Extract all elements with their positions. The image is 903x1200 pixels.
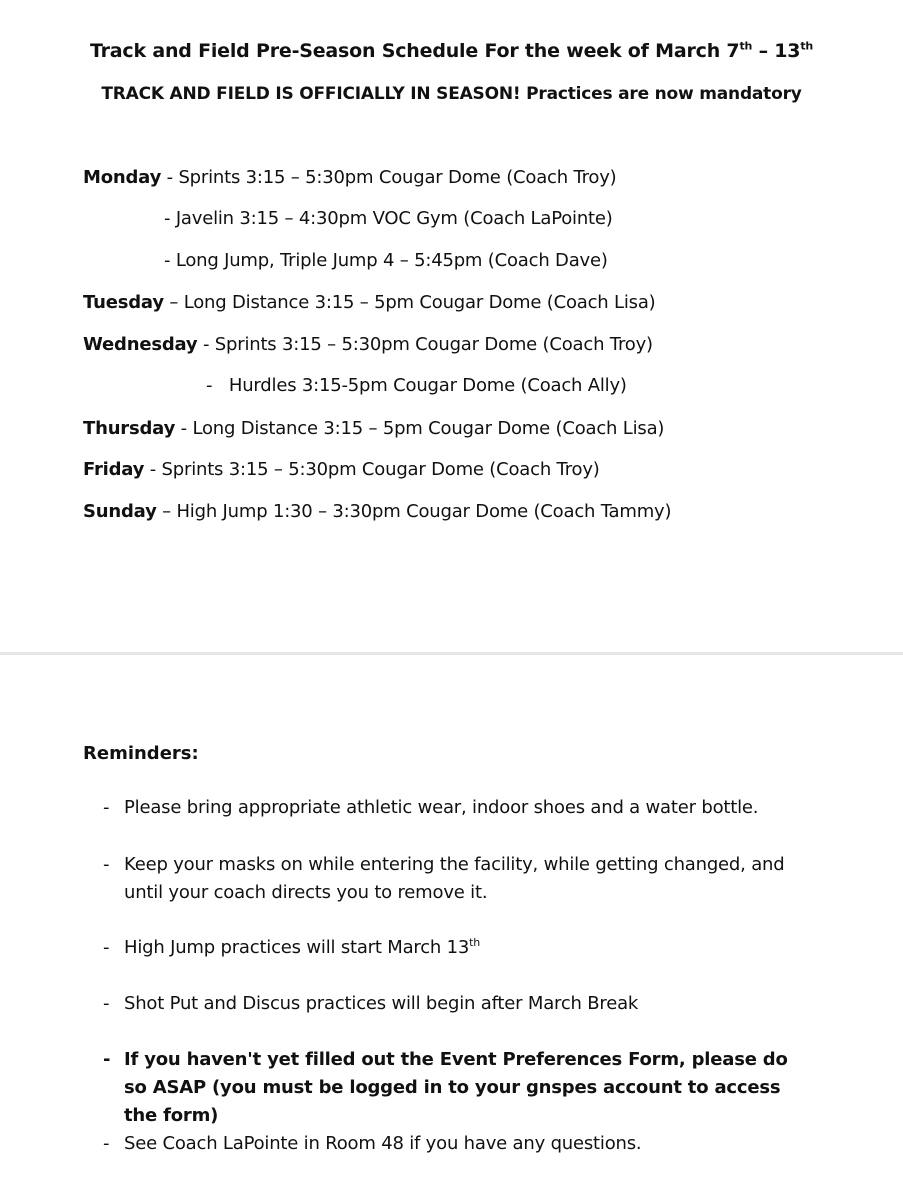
schedule-line-javelin <box>164 208 613 229</box>
bullet-dash: - <box>103 1049 111 1070</box>
schedule-line-jumps <box>164 250 608 271</box>
schedule-detail: – High Jump 1:30 – 3:30pm Cougar Dome (Coach Tammy) <box>156 501 672 522</box>
schedule-line-thursday <box>83 418 664 439</box>
title-superscript-end: th <box>800 39 814 53</box>
schedule-detail: – Long Distance 3:15 – 5pm Cougar Dome (Coach Lisa) <box>163 292 656 313</box>
schedule-line-hurdles <box>206 375 627 396</box>
bullet-dash: - <box>103 993 110 1014</box>
page-divider <box>0 652 903 655</box>
schedule-day: Monday <box>83 167 162 188</box>
schedule-detail: - Sprints 3:15 – 5:30pm Cougar Dome (Coach Troy) <box>161 167 617 188</box>
schedule-line-monday <box>83 167 617 188</box>
bullet-dash: - <box>103 797 110 818</box>
schedule-day: Thursday <box>83 418 176 439</box>
schedule-detail: - Hurdles 3:15-5pm Cougar Dome (Coach Ally) <box>206 375 627 396</box>
schedule-detail: - Sprints 3:15 – 5:30pm Cougar Dome (Coach Troy) <box>144 459 600 480</box>
reminder-item: Please bring appropriate athletic wear, indoor shoes and a water bottle. <box>124 797 759 818</box>
bullet-dash: - <box>103 937 110 958</box>
title-superscript-start: th <box>739 39 753 53</box>
schedule-detail: - Sprints 3:15 – 5:30pm Cougar Dome (Coach Troy) <box>197 334 653 355</box>
schedule-detail: - Javelin 3:15 – 4:30pm VOC Gym (Coach LaPointe) <box>164 208 613 229</box>
reminder-text: High Jump practices will start March 13 <box>124 937 470 958</box>
reminder-item: See Coach LaPointe in Room 48 if you have any questions. <box>124 1133 642 1154</box>
reminder-item: Shot Put and Discus practices will begin after March Break <box>124 993 639 1014</box>
bullet-dash: - <box>103 854 110 875</box>
schedule-line-tuesday <box>83 292 656 313</box>
schedule-line-sunday <box>83 501 671 522</box>
schedule-day: Tuesday <box>83 292 164 313</box>
reminder-item <box>124 934 824 962</box>
schedule-day: Friday <box>83 459 145 480</box>
reminders-heading: Reminders: <box>83 743 199 764</box>
reminder-item-event-form: If you haven't yet filled out the Event Preferences Form, please do so ASAP (you must be logged in to your gnspes account to access the form) <box>124 1049 788 1126</box>
schedule-detail: - Long Jump, Triple Jump 4 – 5:45pm (Coach Dave) <box>164 250 608 271</box>
reminder-superscript: th <box>469 936 481 949</box>
season-notice: TRACK AND FIELD IS OFFICIALLY IN SEASON! Practices are now mandatory <box>101 84 802 104</box>
bullet-dash: - <box>103 1133 110 1154</box>
schedule-line-friday <box>83 459 600 480</box>
schedule-detail: - Long Distance 3:15 – 5pm Cougar Dome (Coach Lisa) <box>175 418 665 439</box>
title-date-range-end: – 13 <box>752 40 801 62</box>
schedule-day: Wednesday <box>83 334 198 355</box>
title-text: Track and Field Pre-Season Schedule For the week of March 7 <box>89 40 740 62</box>
schedule-line-wednesday <box>83 334 653 355</box>
reminder-item: Keep your masks on while entering the facility, while getting changed, and until your coach directs you to remove it. <box>124 854 785 903</box>
page-title <box>0 40 903 62</box>
schedule-day: Sunday <box>83 501 157 522</box>
